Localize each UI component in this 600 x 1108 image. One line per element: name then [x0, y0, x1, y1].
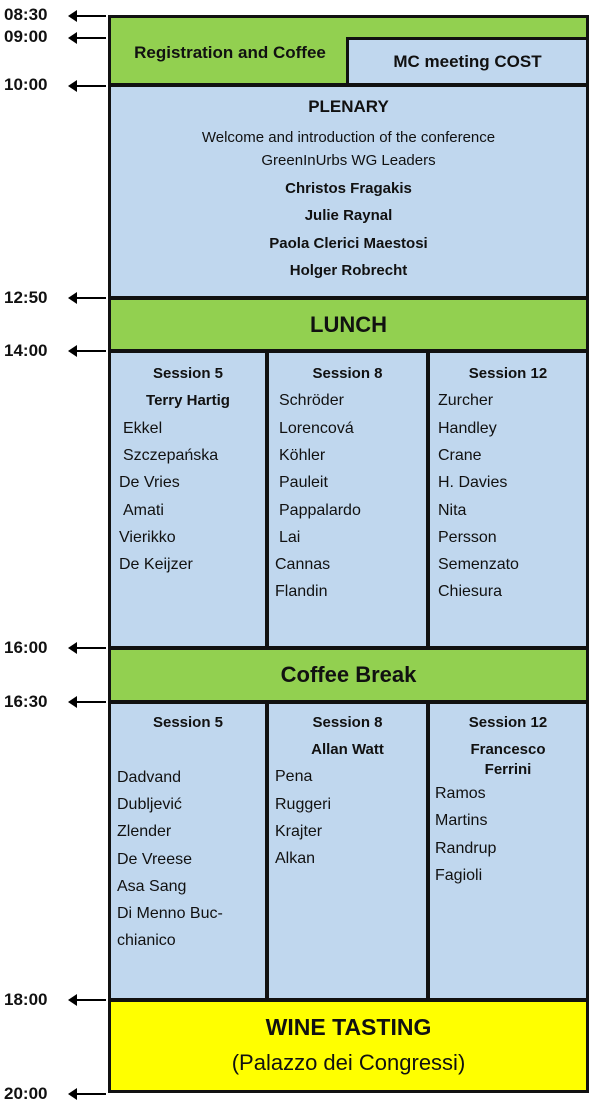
speaker-name: Schröder: [279, 392, 344, 409]
arrow-1400: [70, 350, 106, 352]
speaker-name: Zurcher: [438, 392, 494, 409]
speaker-name: Nita: [438, 502, 467, 519]
arrow-0830: [70, 15, 106, 17]
plenary-speaker: Paola Clerici Maestosi: [269, 235, 428, 252]
session-block: [108, 350, 268, 649]
session-title: Session 8: [312, 365, 383, 382]
plenary-title: PLENARY: [308, 97, 389, 116]
arrow-1600: [70, 647, 106, 649]
registration-label: Registration and Coffee: [134, 43, 326, 62]
speaker-name: Lorencová: [279, 420, 354, 437]
coffee-break-label: Coffee Break: [280, 662, 417, 687]
plenary-speaker: Holger Robrecht: [289, 262, 408, 279]
time-0830: 08:30: [4, 5, 48, 24]
plenary-speaker: Christos Fragakis: [285, 180, 412, 197]
speaker-name: Vierikko: [119, 529, 176, 546]
plenary-line1: Welcome and introduction of the conference: [201, 129, 496, 146]
session-title: Session 5: [152, 714, 224, 731]
session-chair: Terry Hartig: [146, 392, 230, 409]
session-chair: Francesco: [470, 741, 546, 758]
speaker-name: Ekkel: [123, 420, 163, 437]
arrow-1630: [70, 701, 106, 703]
session-chair: Ferrini: [484, 761, 532, 778]
session-title: Session 8: [312, 714, 383, 731]
speaker-name: Flandin: [275, 583, 328, 600]
time-1800: 18:00: [4, 990, 48, 1009]
coffee-break-block: [108, 647, 589, 703]
speaker-name: Szczepańska: [123, 447, 219, 464]
speaker-name: Lai: [279, 529, 301, 546]
lunch-block: [108, 297, 589, 352]
speaker-name: Pena: [275, 768, 313, 785]
arrow-0900: [70, 37, 106, 39]
time-1600: 16:00: [4, 638, 48, 657]
speaker-name: chianico: [117, 932, 176, 949]
speaker-name: Semenzato: [438, 556, 519, 573]
speaker-name: Chiesura: [438, 583, 503, 600]
session-block: [427, 350, 589, 649]
speaker-name: Martins: [435, 812, 488, 829]
speaker-name: Ruggeri: [275, 796, 332, 813]
wine-tasting-venue: (Palazzo dei Congressi): [231, 1050, 466, 1075]
speaker-name: Cannas: [275, 556, 331, 573]
speaker-name: Pauleit: [279, 474, 328, 491]
speaker-name: Randrup: [435, 840, 497, 857]
speaker-name: Krajter: [275, 823, 323, 840]
session-chair: Allan Watt: [311, 741, 384, 758]
wine-tasting-title: WINE TASTING: [265, 1014, 432, 1040]
speaker-name: Persson: [438, 529, 497, 546]
time-2000: 20:00: [4, 1084, 48, 1103]
speaker-name: De Keijzer: [119, 556, 193, 573]
time-1000: 10:00: [4, 75, 48, 94]
speaker-name: Ramos: [435, 785, 486, 802]
speaker-name: Dadvand: [117, 769, 182, 786]
session-title: Session 12: [468, 365, 548, 382]
session-block: [108, 701, 268, 1001]
speaker-name: Köhler: [279, 447, 326, 464]
plenary-speaker: Julie Raynal: [304, 207, 393, 224]
speaker-name: Crane: [438, 447, 482, 464]
speaker-name: Fagioli: [435, 867, 483, 884]
speaker-name: Amati: [123, 502, 164, 519]
session-title: Session 5: [152, 365, 224, 382]
speaker-name: Pappalardo: [279, 502, 361, 519]
speaker-name: De Vries: [119, 474, 180, 491]
plenary-line2: GreenInUrbs WG Leaders: [261, 152, 436, 169]
speaker-name: H. Davies: [438, 474, 508, 491]
arrow-1800: [70, 999, 106, 1001]
time-1250: 12:50: [4, 288, 48, 307]
plenary-block: [108, 84, 589, 299]
speaker-name: Handley: [438, 420, 497, 437]
time-0900: 09:00: [4, 27, 48, 46]
time-1400: 14:00: [4, 341, 48, 360]
speaker-name: Zlender: [117, 823, 172, 840]
arrow-2000: [70, 1093, 106, 1095]
session-block: [266, 701, 429, 1001]
session-block: [266, 350, 429, 649]
speaker-name: Dubljević: [117, 796, 182, 813]
mc-meeting-block: [346, 37, 589, 86]
speaker-name: De Vreese: [117, 851, 192, 868]
arrow-1000: [70, 85, 106, 87]
session-title: Session 12: [468, 714, 548, 731]
wine-tasting-block: [108, 999, 589, 1093]
speaker-name: Asa Sang: [117, 878, 187, 895]
session-block: [427, 701, 589, 1001]
time-1630: 16:30: [4, 692, 48, 711]
mc-meeting-label: MC meeting COST: [393, 51, 542, 71]
arrow-1250: [70, 297, 106, 299]
lunch-label: LUNCH: [310, 311, 387, 337]
speaker-name: Alkan: [275, 850, 316, 867]
speaker-name: Di Menno Buc-: [117, 905, 223, 922]
